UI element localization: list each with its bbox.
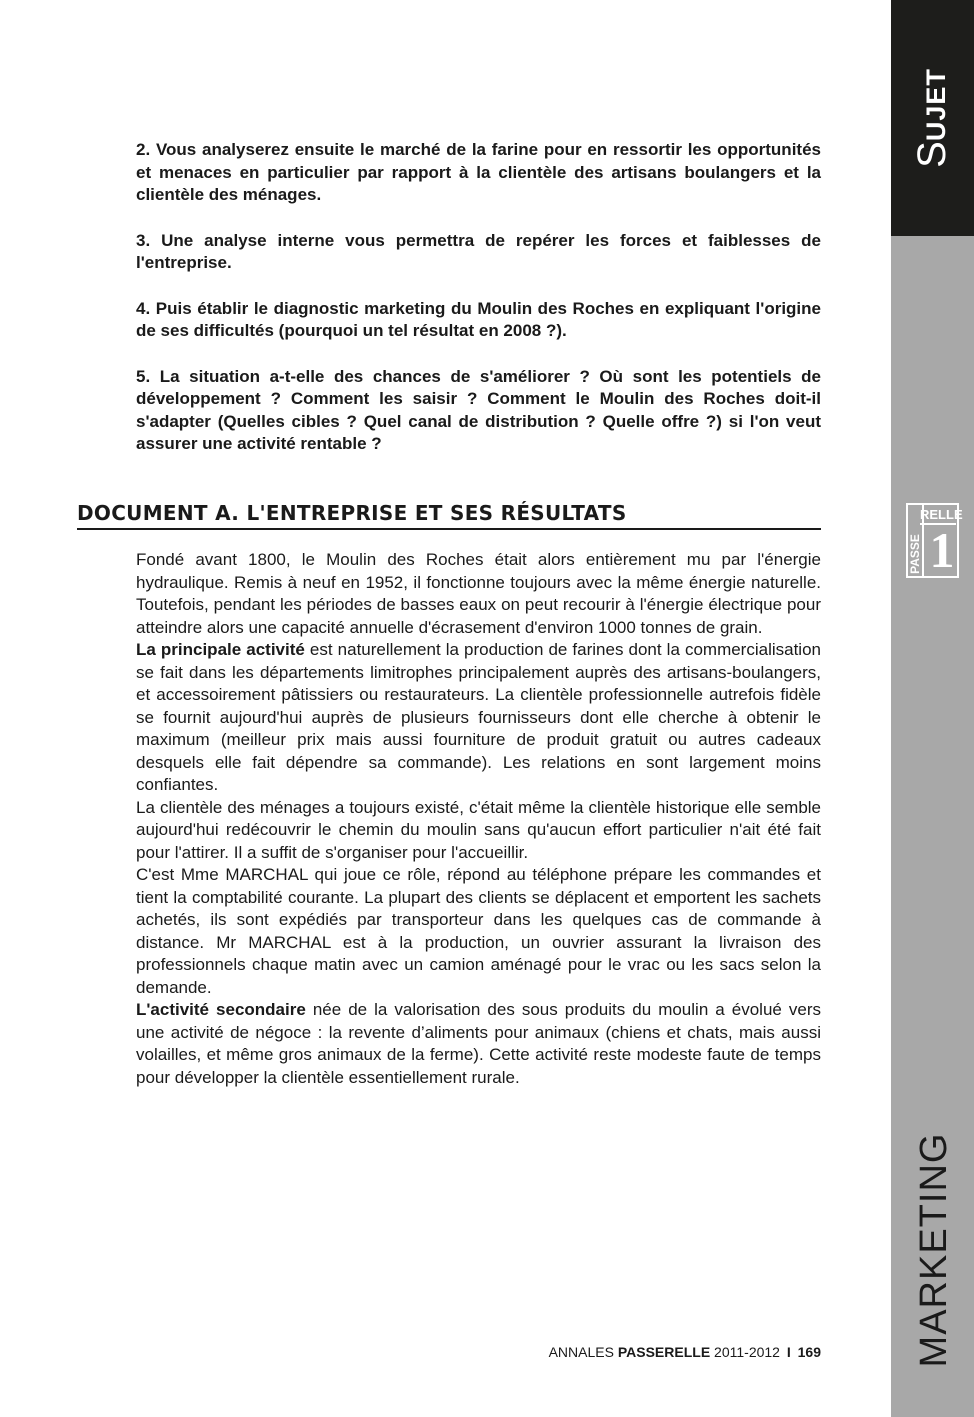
question-2: 2. Vous analyserez ensuite le marché de la farine pour en ressortir les opportunités et menaces en particulier par rapport à la clientèle des artisans boulangers et la clientèle des ménages. — [136, 140, 821, 204]
question-5: 5. La situation a-t-elle des chances de s'améliorer ? Où sont les potentiels de développement ? Comment les saisir ? Comment le Moulin des Roches doit-il s'adapter (Quelles cibles ? Quel canal de distribution ? Quelle offre ?) si l'on veut assurer une activité rentable ? — [136, 366, 821, 453]
section-label-rest: UJET — [921, 68, 951, 142]
questions-list — [136, 139, 821, 479]
paragraph-organisation: C'est Mme MARCHAL qui joue ce rôle, répond au téléphone prépare les commandes et tient la comptabilité courante. La plupart des clients se déplacent et emportent les sachets achetés, ils sont expédiés par transporteur dans les quelques cas de commande à distance. Mr MARCHAL est à la production, un ouvrier assurant la livraison des professionnels chaque matin avec un camion aménagé pour le vrac ou les sacs selon la demande. — [136, 865, 821, 997]
paragraph-secondary-activity-text: née de la valorisation des sous produits du moulin a évolué vers une activité de négoce : la revente d’aliments pour animaux (chiens et chats, mais aussi volailles, et même gros animaux de la ferme). Cette activité reste modeste faute de temps pour développer la clientèle essentiellement rurale. — [136, 1000, 821, 1087]
page-footer — [549, 1344, 821, 1360]
footer-separator: I — [786, 1344, 791, 1360]
paragraph-main-activity-lead: La principale activité — [136, 640, 305, 659]
subject-label: MARKETING — [913, 1132, 955, 1368]
footer-prefix: ANNALES — [548, 1344, 614, 1360]
paragraph-history: Fondé avant 1800, le Moulin des Roches était alors entièrement mu par l'énergie hydraulique. Remis à neuf en 1952, il fonctionne toujours avec la même énergie naturelle. Toutefois, pendant les périodes de basses eaux on peut recourir à l'énergie électrique pour atteindre alors une capacité annuelle d'écrasement d'environ 1000 tonnes de grain. — [136, 550, 821, 637]
question-4: 4. Puis établir le diagnostic marketing du Moulin des Roches en expliquant l'origine de ses difficultés (pourquoi un tel résultat en 2008 ?). — [136, 298, 821, 340]
footer-years: 2011-2012 — [714, 1344, 780, 1360]
document-title: DOCUMENT A. L'ENTREPRISE ET SES RÉSULTATS — [77, 500, 821, 530]
paragraph-main-activity — [136, 639, 821, 797]
logo-side-text: PASSE — [908, 534, 922, 574]
paragraph-households: La clientèle des ménages a toujours existé, c'était même la clientèle historique elle semble aujourd'hui redécouvrir le chemin du moulin sans qu'aucun effort particulier n'ait été fait pour l'attirer. Il a suffit de s'organiser pour l'accueillir. — [136, 797, 821, 862]
passerelle-logo — [906, 503, 963, 578]
question-3: 3. Une analyse interne vous permettra de repérer les forces et faiblesses de l'entreprise. — [136, 230, 821, 272]
footer-brand: PASSERELLE — [617, 1344, 711, 1360]
logo-number: 1 — [929, 522, 955, 578]
section-label-initial: S — [910, 141, 954, 168]
paragraph-secondary-activity-lead: L'activité secondaire — [136, 1000, 306, 1019]
paragraph-main-activity-text: est naturellement la production de farines dont la commercialisation se fait dans les départements limitrophes principalement auprès des artisans-boulangers, et accessoirement pâtissiers ou restaurateurs. La clientèle professionnelle autrefois fidèle se fournit aujourd'hui auprès de plusieurs fournisseurs dont elle cherche à obtenir le maximum (meilleur prix mais aussi fourniture de produit gratuit ou autres cadeaux desquels elle fait dépendre sa commande). Les relations en sont largement moins confiantes. — [136, 640, 821, 794]
logo-top-text: RELLE — [920, 506, 956, 525]
page-number: 169 — [797, 1344, 821, 1360]
document-body — [136, 549, 821, 1089]
paragraph-secondary-activity — [136, 999, 821, 1089]
section-label — [912, 68, 952, 168]
